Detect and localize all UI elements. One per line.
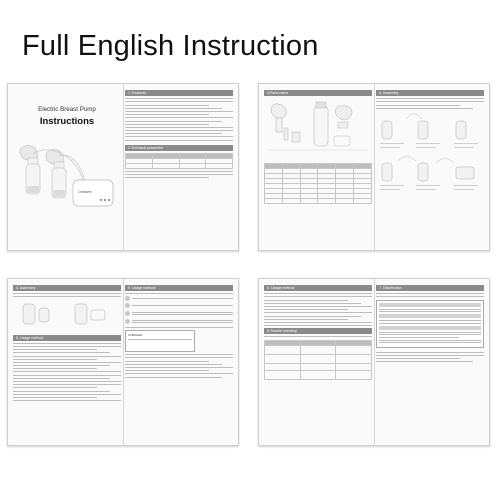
parts-table	[264, 163, 372, 204]
manual-usage-troubleshoot-page	[264, 285, 372, 439]
device-display-box	[125, 330, 195, 352]
section-header-parameters: 2.Technical parameter	[125, 145, 233, 151]
section-header-usage-method: 5. Usage method	[13, 335, 121, 341]
breast-pump-photo	[15, 142, 119, 242]
section-header-assembly-2: 4. Assembly	[13, 285, 121, 291]
trouble-shooting-table	[264, 340, 372, 380]
parts-diagram	[264, 98, 372, 158]
section-header-usage-method-2: 5. Usage method	[125, 285, 233, 291]
assembly-text	[376, 98, 484, 109]
parameter-table	[125, 153, 233, 169]
usage-intro-text	[125, 293, 233, 294]
section-header-disinfection: 7. Disinfection	[376, 285, 484, 291]
device-brand-label: Onbaver	[78, 190, 92, 194]
assembly-intro-text	[13, 293, 121, 297]
section-header-trouble-shooting: 6.Trouble shooting	[264, 328, 372, 334]
manual-features-page	[125, 90, 233, 244]
manual-spread-usage	[7, 278, 239, 446]
power-icon	[125, 296, 130, 301]
device-brand-label: ONBAVER	[128, 333, 143, 338]
usage-item	[125, 310, 233, 316]
cover-title: Electric Breast Pump	[38, 106, 96, 113]
assembly-steps-diagram	[376, 111, 484, 211]
trouble-intro-text	[264, 336, 372, 337]
usage-subheading	[125, 327, 233, 328]
disinfection-text	[376, 293, 484, 297]
usage-item	[125, 303, 233, 308]
level-down-icon	[125, 319, 130, 324]
manual-cover-page	[13, 90, 121, 244]
usage-item	[125, 296, 233, 301]
page-title: Full English Instruction	[22, 30, 319, 62]
manual-spread-parts	[258, 83, 490, 251]
manual-usage-page	[125, 285, 233, 439]
cover-subtitle: Instructions	[39, 116, 95, 127]
usage-method-text	[13, 343, 121, 401]
assembly-illustration	[13, 300, 121, 330]
section-header-parts: 3.Parts name	[264, 90, 372, 96]
manual-disinfection-page	[376, 285, 484, 439]
usage-steps-text	[125, 354, 233, 377]
manual-assembly-usage-page	[13, 285, 121, 439]
manual-spread-troubleshooting	[258, 278, 490, 446]
level-up-icon	[125, 311, 130, 316]
notice-box	[376, 300, 484, 348]
parameter-notes	[125, 171, 233, 178]
section-header-features: 1. Features	[125, 90, 233, 96]
usage-continued-text	[264, 293, 372, 326]
mode-icon	[125, 303, 130, 308]
manual-spread-cover	[7, 83, 239, 251]
usage-item	[125, 319, 233, 325]
section-header-assembly: 4. Assembly	[376, 90, 484, 96]
manual-assembly-page	[376, 90, 484, 244]
disinfection-footer-text	[376, 352, 484, 363]
features-text	[125, 98, 233, 140]
section-header-usage-method-3: 5. Usage method	[264, 285, 372, 291]
manual-parts-page	[264, 90, 372, 244]
